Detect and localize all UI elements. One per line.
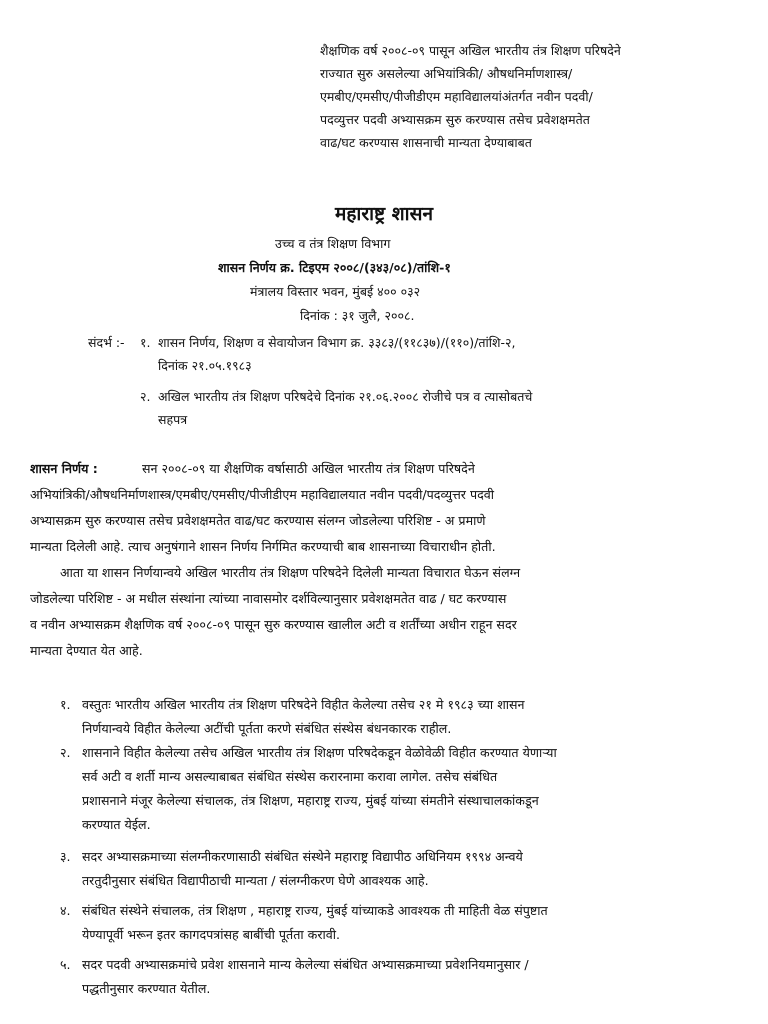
office-address: मंत्रालय विस्तार भवन, मुंबई ४०० ०३२ [250,284,421,299]
condition-line: निर्णयान्वये विहीत केलेल्या अटींची पूर्तता करणे संबंधित संस्थेस बंधनकारक राहील. [82,721,452,736]
reference-number: १. [140,335,151,350]
condition-line: पद्धतीनुसार करण्यात येतील. [82,981,211,996]
condition-line: सदर पदवी अभ्यासक्रमांचे प्रवेश शासनाने मान्य केलेल्या संबंधित अभ्यासक्रमाच्या प्रवेशनियमानुसार / [82,957,529,972]
condition-line: तरतुदीनुसार संबंधित विद्यापीठाची मान्यता / संलग्नीकरण घेणे आवश्यक आहे. [82,873,429,888]
condition-line: शासनाने विहीत केलेल्या तसेच अखिल भारतीय तंत्र शिक्षण परिषदेकडून वेळोवेळी विहीत करण्यात येणाऱ्या [82,745,557,760]
decision-line: मान्यता दिलेली आहे. त्याच अनुषंगाने शासन निर्णय निर्गमित करण्याची बाब शासनाच्या विचाराधीन होती. [30,539,496,554]
subject-line: वाढ/घट करण्यास शासनाची मान्यता देण्याबाबत [320,135,532,150]
condition-number: १. [60,697,71,712]
condition-number: ५. [60,957,71,972]
condition-line: येण्यापूर्वी भरून इतर कागदपत्रांसह बाबींची पूर्तता करावी. [82,927,340,942]
condition-line: वस्तुतः भारतीय अखिल भारतीय तंत्र शिक्षण परिषदेने विहीत केलेल्या तसेच २१ मे १९८३ च्या शासन [82,697,525,712]
subject-line: राज्यात सुरु असलेल्या अभियांत्रिकी/ औषधनिर्माणशास्त्र/ [320,66,573,81]
reference-line: शासन निर्णय, शिक्षण व सेवायोजन विभाग क्र. ३३८३/(११८३७)/(११०)/तांशि-२, [158,335,516,350]
decision-line: सन २००८-०९ या शैक्षणिक वर्षासाठी अखिल भारतीय तंत्र शिक्षण परिषदेने [142,461,475,476]
government-title: महाराष्ट्र शासन [334,203,433,225]
condition-line: सर्व अटी व शर्ती मान्य असल्याबाबत संबंधित संस्थेस करारनामा करावा लागेल. तसेच संबंधित [82,769,498,784]
subject-line: एमबीए/एमसीए/पीजीडीएम महाविद्यालयांअंतर्गत नवीन पदवी/ [320,89,593,104]
subject-line: पदव्युत्तर पदवी अभ्यासक्रम सुरु करण्यास तसेच प्रवेशक्षमतेत [320,112,590,127]
decision-line: अभ्यासक्रम सुरु करण्यास तसेच प्रवेशक्षमतेत वाढ/घट करण्यास संलग्न जोडलेल्या परिशिष्ट - अ प्रमाणे [30,513,486,528]
condition-line: करण्यात येईल. [82,817,151,832]
condition-line: संबंधित संस्थेने संचालक, तंत्र शिक्षण , महाराष्ट्र राज्य, मुंबई यांच्याकडे आवश्यक ती माहिती वेळ संपुष्टात [82,903,548,918]
approval-line: मान्यता देण्यात येत आहे. [30,643,143,658]
subject-line: शैक्षणिक वर्ष २००८-०९ पासून अखिल भारतीय तंत्र शिक्षण परिषदेने [320,43,621,58]
reference-line: दिनांक २१.०५.१९८३ [158,358,252,373]
condition-line: प्रशासनाने मंजूर केलेल्या संचालक, तंत्र शिक्षण, महाराष्ट्र राज्य, मुंबई यांच्या संमतीने संस्थाचालकांकडून [82,793,539,808]
decision-line: अभियांत्रिकी/औषधनिर्माणशास्त्र/एमबीए/एमसीए/पीजीडीएम महाविद्यालयात नवीन पदवी/पदव्युत्तर पदवी [30,487,495,502]
approval-line: व नवीन अभ्यासक्रम शैक्षणिक वर्ष २००८-०९ पासून सुरु करण्यास खालील अटी व शर्तींच्या अधीन राहून सदर [30,617,517,632]
gr-date: दिनांक : ३१ जुलै, २००८. [300,308,415,323]
reference-line: अखिल भारतीय तंत्र शिक्षण परिषदेचे दिनांक २१.०६.२००८ रोजीचे पत्र व त्यासोबतचे [158,389,533,404]
gr-number: शासन निर्णय क्र. टिइएम २००८/(३४३/०८)/तांशि-१ [218,260,451,275]
approval-line: आता या शासन निर्णयान्वये अखिल भारतीय तंत्र शिक्षण परिषदेने दिलेली मान्यता विचारात घेऊन संलग्न [60,565,521,580]
decision-label: शासन निर्णय : [30,461,98,476]
approval-line: जोडलेल्या परिशिष्ट - अ मधील संस्थांना त्यांच्या नावासमोर दर्शविल्यानुसार प्रवेशक्षमतेत वाढ / घट करण्यास [30,591,507,606]
reference-number: २. [140,389,151,404]
reference-line: सहपत्र [158,412,188,427]
department-name: उच्च व तंत्र शिक्षण विभाग [275,236,391,251]
references-label: संदर्भ :- [88,335,125,350]
condition-number: ३. [60,849,71,864]
condition-number: ४. [60,903,71,918]
condition-line: सदर अभ्यासक्रमाच्या संलग्नीकरणासाठी संबंधित संस्थेने महाराष्ट्र विद्यापीठ अधिनियम १९९४ अन्वये [82,849,523,864]
condition-number: २. [60,745,71,760]
